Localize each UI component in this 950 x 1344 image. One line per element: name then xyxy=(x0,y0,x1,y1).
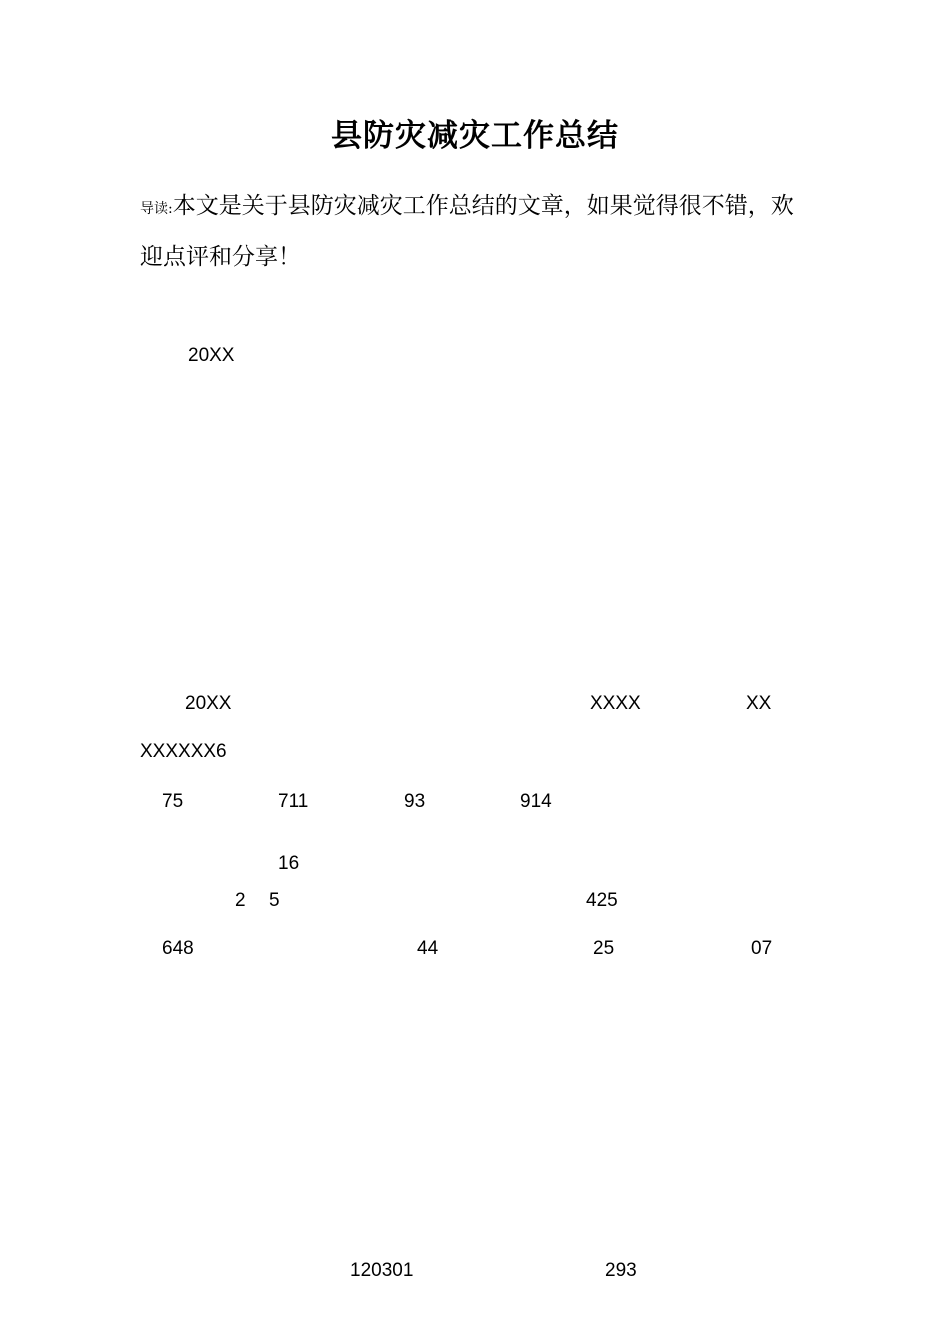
text-fragment-number: 293 xyxy=(605,1260,637,1281)
text-fragment-number: 425 xyxy=(586,890,618,911)
text-fragment-number: 5 xyxy=(269,890,280,911)
text-fragment: XX xyxy=(746,693,772,714)
intro-text: 本文是关于县防灾减灾工作总结的文章，如果觉得很不错，欢迎点评和分享！ xyxy=(140,193,794,270)
text-fragment-year: 20XX xyxy=(188,345,235,366)
text-fragment-number: 75 xyxy=(162,791,184,812)
text-fragment-number: 25 xyxy=(593,938,615,959)
text-fragment-number: 44 xyxy=(417,938,439,959)
intro-paragraph xyxy=(140,182,810,281)
text-fragment-number: 648 xyxy=(162,938,194,959)
text-fragment-number: 914 xyxy=(520,791,552,812)
page-title: 县防灾减灾工作总结 xyxy=(331,118,619,154)
text-fragment-number: 120301 xyxy=(350,1260,414,1281)
text-fragment-number: 2 xyxy=(235,890,246,911)
text-fragment-number: 16 xyxy=(278,853,300,874)
text-fragment-year: 20XX xyxy=(185,693,232,714)
intro-label: 导读: xyxy=(140,201,173,217)
text-fragment: XXXX xyxy=(590,693,641,714)
text-fragment-number: 07 xyxy=(751,938,773,959)
text-fragment-number: 93 xyxy=(404,791,426,812)
text-fragment-number: 711 xyxy=(278,791,309,812)
text-fragment: XXXXXX6 xyxy=(140,741,227,762)
